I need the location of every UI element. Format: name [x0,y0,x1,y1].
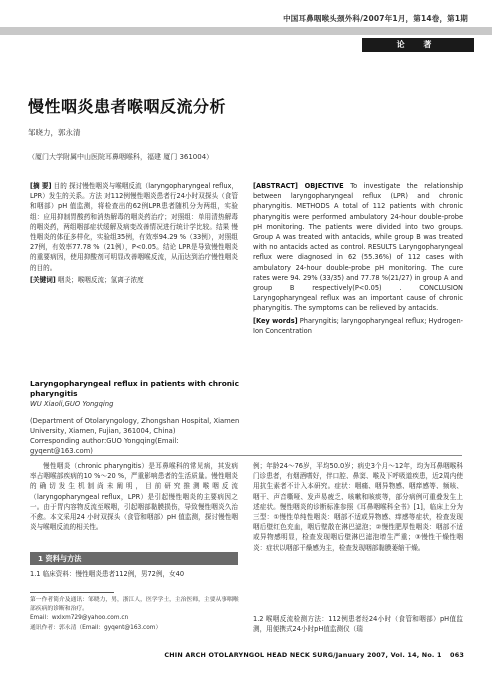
english-authors: WU Xiaoli,GUO Yongqing [30,400,114,408]
section-divider [30,455,462,456]
body-clinical-data: 1.1 临床资料：慢性咽炎患者112例，男72例，女40 [30,570,185,578]
abstract-en-label: [ABSTRACT] OBJECTIVE [253,182,344,190]
abstract-cn-label: [摘 要] [30,182,52,190]
chinese-abstract [30,181,238,287]
keywords-en-paragraph [253,316,463,336]
english-abstract [253,181,463,338]
body-intro: 慢性咽炎（chronic pharyngitis）是耳鼻喉科的常见病，其发病率占咽喉部疾病的10 %～20 %，严重影响患者的生活质量。慢性咽炎的确切发生机制尚未阐明，目前研究推测喉咽反流（laryngopharyngeal reflux，LPR）是引起慢性咽炎的主要病因之一。由于胃内容物反流至喉咽，引起咽部黏膜损伤，导致慢性咽炎久治不愈。本文采用24 小时双探头（食管和咽部）pH 值监测，探讨慢性咽炎与喉咽反流的相关性。 [30,462,238,532]
footnote [30,596,240,633]
corresponding-author: Corresponding author:GUO Yongqing(Email: gyqent@163.com) [30,437,179,455]
footnote-email: Email：wxlxm729@yahoo.com.cn [30,615,129,622]
english-department: (Department of Otolaryngology, Zhongshan Hospital, Xiamen University, Xiamen, Fujian, 361004, China) [30,417,240,435]
keywords-en-label: [Key words] [253,316,298,325]
page-footer [0,648,492,662]
header-band [0,27,492,35]
page-number: 063 [450,651,464,659]
abstract-cn-text: 目的 探讨慢性咽炎与喉咽反流（laryngopharyngeal reflux，LPR）发生的关系。方法 对112例慢性咽炎患者行24小时双探头（食管和咽部）pH 值监测，将检查出的62例LPR患者随机分为两组，实验组：应用抑制胃酸药和消热解毒的咽炎药治疗；对照组：单用清热解毒的咽炎药，两组咽部症状缓解及病变改善情况进行统计学比较。结果 慢性咽炎的体征多样化，实验组35例，有效率94.29 %（33例），对照组27例，有效率77.78 %（21例），P<0.05。结论 LPR是导致慢性咽炎的重要病因，使用抑酸剂可明显改善咽喉反流，从而达到治疗慢性咽炎的目的。 [30,182,239,272]
english-title: Laryngopharyngeal reflux in patients with chronic pharyngitis [30,379,239,398]
footer-journal: CHIN ARCH OTOLARYNGOL HEAD NECK SURG/January 2007, Vol. 14, No. 1 [164,651,442,659]
keywords-cn-paragraph [30,275,238,285]
abstract-cn-paragraph [30,181,238,273]
page-header [0,0,492,49]
abstract-en-paragraph [253,181,463,314]
journal-issue-line: 中国耳鼻咽喉头颈外科/2007年1月，第14卷，第1期 [283,14,468,23]
keywords-cn-text: 咽炎；喉咽反流；氢离子浓度 [55,275,144,284]
abstract-en-text: To investigate the relationship between laryngopharyngeal reflux (LPR) and chronic pharyngitis. METHODS A total of 112 patients with chronic pharyngitis were performed ambulatory 24-hour double-probe pH monitoring. The patients were divided into two groups. Group A was treated with antacids, while group B was treated with no antacids acted as control. RESULTS Laryngopharyngeal reflux were diagnosed in 62 (55.36%) of 112 cases with ambulatory 24-hour double-probe pH monitoring. The cure rates were 94. 29% (33/35) and 77.78 %(21/27) in group A and group B respectively(P<0.05) . CONCLUSION Laryngopharyngeal reflux was an important cause of chronic pharyngitis. The symptoms can be relieved by antacids. [253,182,464,313]
footnote-corresponding: 通讯作者：郭永清（Email：gyqent@163.com） [30,624,162,631]
keywords-cn-label: [关键词] [30,275,56,284]
article-authors: 邹晓力，郭永清 [28,128,81,137]
article-affiliation: （厦门大学附属中山医院耳鼻咽喉科，福建 厦门 361004） [28,153,214,161]
footer-journal-line [164,651,464,659]
footnote-first-author: 第一作者简介及通讯：邹晓力，男，浙江人，医学学士，主治医师，主要从事咽喉部疾病的诊断和治疗。 [30,597,239,613]
article-title: 慢性咽炎患者喉咽反流分析 [28,97,227,116]
body-detection-method: 1.2 喉咽反流检测方法：112例患者经24小时（食管和咽部）pH值监测，用便携式24小时pH值监测仪（瑞 [253,615,463,634]
section-heading-materials-methods: 1 资料与方法 [30,552,238,565]
english-affiliation [30,416,242,456]
footnote-rule [30,592,114,593]
keywords-en-text: Pharyngitis; laryngopharyngeal reflux; Hydrogen-Ion Concentration [253,316,464,335]
body-right-text: 例；年龄24～76岁，平均50.0岁；病史3个月～12年，均为耳鼻咽喉科门诊患者，有烟酒嗜好，伴口腔、鼻窦、喉及下呼吸道疾患，近2周内使用抗生素者不计入本研究。症状：咽痛、咽异物感、咽痒感等、频咳、咽干、声音嘶哑、发声易疲乏、咳嗽和咳痰等，部分病例可重叠发生上述症状。慢性咽炎的诊断标准参照《耳鼻咽喉科全书》[1]，临床上分为三型：①慢性单纯性咽炎：咽部不适或异物感、痒感等症状，检查发现咽后壁红色充血，咽后壁散在淋巴滤泡；②慢性肥厚性咽炎：咽部不适或异物感明显，检查发现咽后壁淋巴滤泡增生严重；③慢性干燥性咽炎：症状以咽部干燥感为主，检查发现咽部黏膜萎缩干燥。 [253,462,463,552]
section-category-badge: 论 著 [362,38,474,52]
